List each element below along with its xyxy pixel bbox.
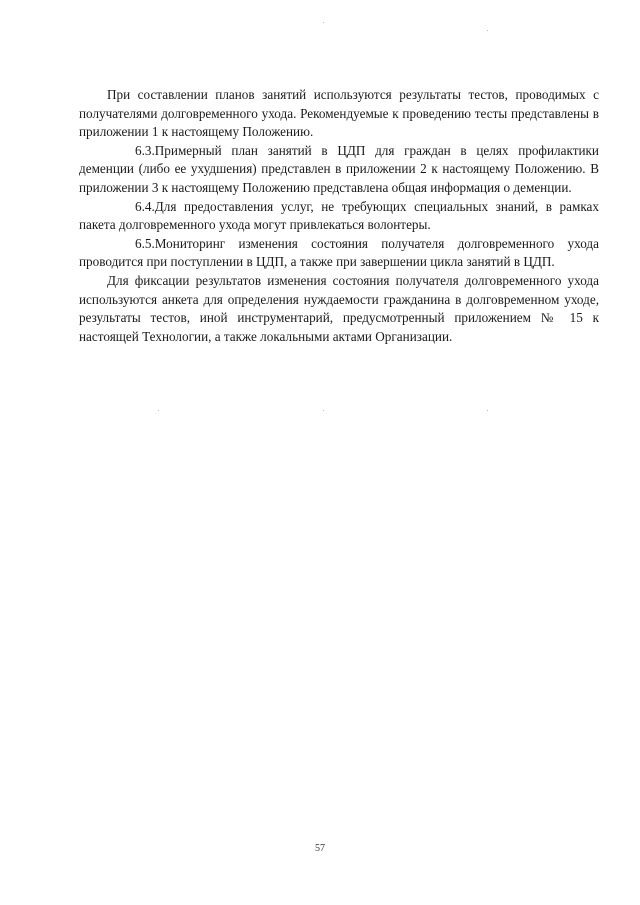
scan-speck [487, 410, 488, 411]
paragraph-text: Для предоставления услуг, не требующих специальных знаний, в рамках пакета долговременного ухода могут привлекаться волонтеры. [79, 198, 599, 233]
paragraph-number: 6.3. [135, 142, 155, 158]
page-number: 57 [315, 843, 325, 854]
scan-speck [323, 410, 324, 411]
paragraph-6-4 [79, 198, 599, 235]
paragraph-text: При составлении планов занятий используются результаты тестов, проводимых с получателями долговременного ухода. Рекомендуемые к проведению тесты представлены в приложении 1 к настоящему Положению. [79, 87, 599, 140]
paragraph-text: Примерный план занятий в ЦДП для граждан в целях профилактики деменции (либо ее ухудшения) представлен в приложении 2 к настоящему Положению. В приложении 3 к настоящему Положению представлена общая информация о деменции. [79, 142, 599, 195]
scan-speck [158, 410, 159, 411]
paragraph-intro [79, 86, 599, 142]
paragraph-6-3 [79, 142, 599, 198]
paragraph-number: 6.5. [135, 235, 155, 251]
body-text [79, 86, 599, 346]
scan-speck [323, 22, 324, 23]
scan-speck [487, 30, 488, 31]
paragraph-text: Мониторинг изменения состояния получателя долговременного ухода проводится при поступлении в ЦДП, а также при завершении цикла занятий в ЦДП. [79, 235, 599, 270]
paragraph-6-5 [79, 235, 599, 272]
paragraph-text: Для фиксации результатов изменения состояния получателя долговременного ухода используются анкета для определения нуждаемости гражданина в долговременном уходе, результаты тестов, иной инструментарий, предусмотренный приложением № 15 к настоящей Технологии, а также локальными актами Организации. [79, 272, 599, 344]
paragraph-monitoring-tools [79, 272, 599, 346]
paragraph-number: 6.4. [135, 198, 155, 214]
